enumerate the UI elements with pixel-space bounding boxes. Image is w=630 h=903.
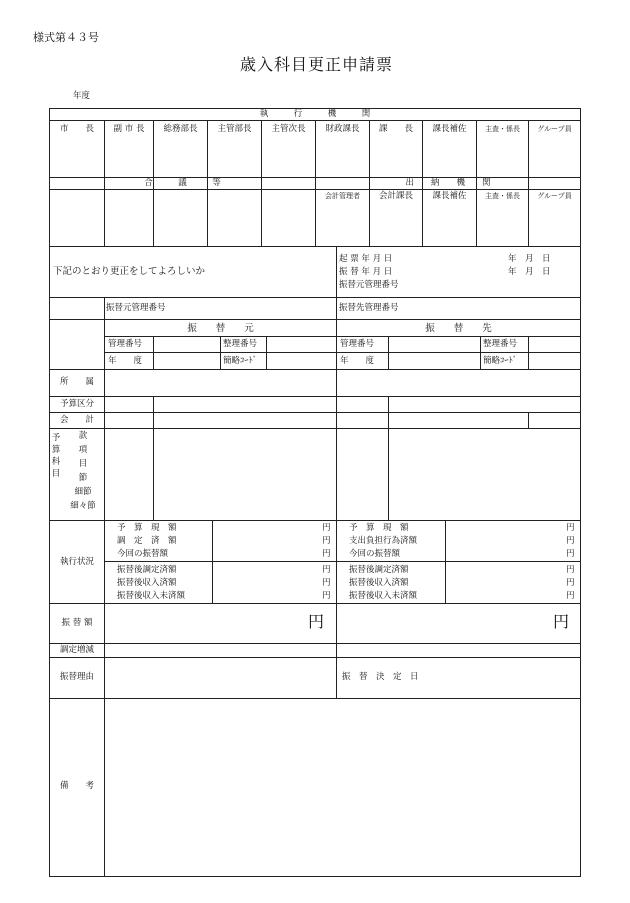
executing-agency-header: 執 行 機 関 [259, 109, 371, 119]
role-group-member: グループ員 [537, 125, 572, 133]
role-finance-manager: 財政課長 [325, 124, 360, 134]
yen-left-1: 円 [322, 536, 331, 546]
transfer-date-ymd: 年 月 日 [508, 267, 551, 277]
transfer-date-label: 振 替 年 月 日 [339, 267, 393, 277]
exec-left-2: 今回の振替額 [117, 549, 169, 559]
department-label: 所 属 [59, 377, 94, 387]
yen-left-3: 円 [322, 565, 331, 575]
role-responsible-director: 主管部長 [217, 124, 252, 134]
budget-class-label: 予算区分 [59, 399, 94, 409]
yen-right-1: 円 [566, 536, 575, 546]
dest-mgmt-no: 管理番号 [340, 339, 375, 349]
budget-subject-label: 予算科目 [51, 433, 61, 479]
dest-heading: 振 替 先 [425, 323, 492, 334]
source-short-code: 簡略ｺｰﾄﾞ [223, 356, 258, 366]
exec-right-4: 振替後収入済額 [349, 578, 409, 588]
role-mayor: 市 長 [59, 124, 94, 134]
role-accounting-manager: 会計管理者 [325, 192, 360, 200]
exec-left-5: 振替後収入未済額 [117, 591, 186, 601]
dest-seq-no: 整理番号 [483, 339, 518, 349]
transfer-reason-label: 振替理由 [59, 672, 94, 682]
source-mgmt-no-label: 振替元管理番号 [106, 303, 166, 313]
transfer-amount-yen-right: 円 [553, 612, 570, 631]
yen-right-4: 円 [566, 578, 575, 588]
exec-right-5: 振替後収入未済額 [349, 591, 418, 601]
yen-right-0: 円 [566, 523, 575, 533]
yen-right-5: 円 [566, 591, 575, 601]
role-responsible-deputy: 主管次長 [271, 124, 306, 134]
subject-moku: 目 [78, 459, 88, 469]
exec-left-3: 振替後調定済額 [117, 565, 177, 575]
exec-left-0: 予 算 現 額 [117, 523, 177, 533]
source-seq-no: 整理番号 [223, 339, 258, 349]
exec-right-3: 振替後調定済額 [349, 565, 409, 575]
yen-left-0: 円 [322, 523, 331, 533]
exec-right-2: 今回の振替額 [349, 549, 401, 559]
fiscal-year-label: 年度 [73, 91, 91, 101]
exec-left-1: 調 定 済 額 [117, 536, 177, 546]
exec-right-0: 予 算 現 額 [349, 523, 409, 533]
role-section-chief: 課 長 [378, 124, 413, 134]
dest-year: 年 度 [340, 356, 375, 366]
role-acc-assistant-chief: 課長補佐 [432, 191, 467, 201]
request-statement: 下記のとおり更正をしてよろしいか [53, 266, 206, 277]
yen-left-5: 円 [322, 591, 331, 601]
role-accounting-chief: 会計課長 [378, 191, 413, 201]
yen-left-2: 円 [322, 549, 331, 559]
transfer-decision-date-label: 振 替 決 定 日 [342, 672, 419, 682]
role-acc-supervisor: 主査・係長 [485, 192, 520, 200]
subject-saisaisetsu: 細々節 [70, 501, 96, 511]
role-deputy-mayor: 副 市 長 [113, 124, 145, 134]
remarks-label: 備 考 [59, 781, 94, 791]
execution-status-label: 執行状況 [59, 557, 94, 567]
transfer-amount-label: 振 替 額 [61, 618, 93, 628]
subject-kan: 款 [78, 431, 88, 441]
yen-right-3: 円 [566, 565, 575, 575]
council-header: 合 議 等 [144, 178, 221, 188]
draft-date-label: 起 票 年 月 日 [339, 254, 393, 264]
adjustment-label: 調定増減 [59, 645, 94, 655]
yen-left-4: 円 [322, 578, 331, 588]
exec-left-4: 振替後収入済額 [117, 578, 177, 588]
role-supervisor: 主査・係長 [485, 125, 520, 133]
source-mgmt-no: 管理番号 [108, 339, 143, 349]
page-title: 歳入科目更正申請票 [240, 55, 394, 74]
role-general-affairs-director: 総務部長 [163, 124, 198, 134]
accounting-agency-header: 出 納 機 関 [405, 178, 491, 188]
subject-kou: 項 [78, 445, 88, 455]
transfer-amount-yen-left: 円 [308, 612, 325, 631]
source-heading: 振 替 元 [187, 323, 254, 334]
role-acc-group-member: グループ員 [537, 192, 572, 200]
request-transfer-mgmt-no: 振替元管理番号 [339, 280, 399, 290]
dest-short-code: 簡略ｺｰﾄﾞ [483, 356, 518, 366]
yen-right-2: 円 [566, 549, 575, 559]
role-assistant-chief: 課長補佐 [432, 124, 467, 134]
accounting-label: 会 計 [59, 415, 94, 425]
subject-saisetsu: 細節 [74, 487, 92, 497]
draft-date-ymd: 年 月 日 [508, 254, 551, 264]
subject-setsu: 節 [78, 473, 88, 483]
exec-right-1: 支出負担行為済額 [349, 536, 418, 546]
dest-mgmt-no-label: 振替先管理番号 [339, 303, 399, 313]
source-year: 年 度 [108, 356, 143, 366]
form-number: 様式第４３号 [33, 31, 99, 44]
